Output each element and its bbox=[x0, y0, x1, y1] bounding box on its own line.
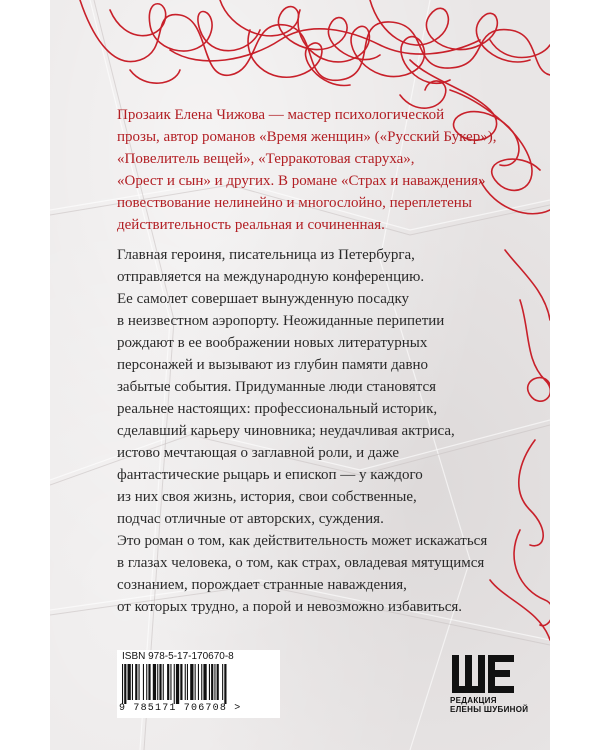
text-line: из них своя жизнь, история, свои собственные, bbox=[117, 489, 417, 505]
text-line: Главная героиня, писательница из Петербурга, bbox=[117, 247, 415, 263]
text-line: персонажей и вызывают из глубин памяти давно bbox=[117, 357, 429, 373]
text-line: сделавший карьеру чиновника; неудачливая актриса, bbox=[117, 423, 455, 439]
barcode-bars bbox=[122, 664, 274, 704]
publisher-line-1: РЕДАКЦИЯ bbox=[450, 696, 497, 705]
barcode-bar bbox=[146, 664, 147, 700]
text-line: реальнее настоящих: профессиональный историк, bbox=[117, 401, 438, 417]
barcode-bar bbox=[222, 664, 223, 700]
barcode-bar bbox=[128, 664, 131, 700]
barcode-bar bbox=[198, 664, 199, 700]
barcode-bar bbox=[157, 664, 158, 700]
text-line: действительность реальная и сочиненная. bbox=[117, 217, 385, 233]
text-line: сознанием, порождает странные наваждения, bbox=[117, 577, 407, 593]
text-line: «Орест и сын» и других. В романе «Страх и наваждения» bbox=[117, 173, 486, 189]
text-line: фантастические рыцарь и епископ — у каждого bbox=[117, 467, 423, 483]
book-back-cover bbox=[50, 0, 550, 750]
barcode-bar bbox=[174, 664, 175, 704]
barcode-bar bbox=[180, 664, 182, 700]
isbn-barcode bbox=[117, 650, 280, 718]
ue-logo-icon bbox=[450, 655, 516, 693]
publisher-name bbox=[450, 696, 528, 714]
closing-paragraph bbox=[117, 530, 537, 618]
barcode-bar bbox=[153, 664, 156, 700]
barcode-bar bbox=[167, 664, 169, 700]
barcode-bar bbox=[185, 664, 186, 700]
barcode-bar bbox=[209, 664, 210, 700]
barcode-bar bbox=[124, 664, 126, 704]
text-line: «Повелитель вещей», «Терракотовая старуха», bbox=[117, 151, 415, 167]
barcode-bar bbox=[176, 664, 179, 704]
text-line: забытые события. Придуманные люди становятся bbox=[117, 379, 437, 395]
barcode-bar bbox=[217, 664, 219, 700]
barcode-bar bbox=[170, 664, 171, 700]
barcode-bar bbox=[163, 664, 164, 700]
text-line: Прозаик Елена Чижова — мастер психологической bbox=[117, 107, 445, 123]
text-line: отправляется на международную конференцию. bbox=[117, 269, 425, 285]
text-line: подчас отличные от авторских, суждения. bbox=[117, 511, 384, 527]
barcode-bar bbox=[148, 664, 150, 700]
barcode-bar bbox=[190, 664, 193, 700]
barcode-bar bbox=[143, 664, 144, 700]
text-line: Это роман о том, как действительность может искажаться bbox=[117, 533, 488, 549]
text-line: истово мечтающая о заглавной роли, и даже bbox=[117, 445, 400, 461]
barcode-digits: 9 785171 706708 > bbox=[119, 703, 242, 714]
barcode-bar bbox=[224, 664, 226, 704]
text-line: прозы, автор романов «Время женщин» («Русский Букер»), bbox=[117, 129, 497, 145]
barcode-bar bbox=[203, 664, 206, 700]
text-line: повествование нелинейно и многослойно, переплетены bbox=[117, 195, 472, 211]
isbn-text: ISBN 978-5-17-170670-8 bbox=[122, 651, 234, 662]
text-line: от которых трудно, а порой и невозможно избавиться. bbox=[117, 599, 463, 615]
text-line: в неизвестном аэропорту. Неожиданные перипетии bbox=[117, 313, 445, 329]
barcode-bar bbox=[132, 664, 133, 700]
text-line: Ее самолет совершает вынужденную посадку bbox=[117, 291, 410, 307]
barcode-bar bbox=[195, 664, 196, 700]
barcode-bar bbox=[187, 664, 188, 700]
barcode-bar bbox=[122, 664, 123, 704]
barcode-bar bbox=[214, 664, 215, 700]
text-line: в глазах человека, о том, как страх, овладевая мятущимся bbox=[117, 555, 485, 571]
barcode-bar bbox=[139, 664, 140, 700]
barcode-bar bbox=[159, 664, 161, 700]
barcode-bar bbox=[135, 664, 137, 700]
text-line: рождают в ее воображении новых литературных bbox=[117, 335, 428, 351]
publisher-line-2: ЕЛЕНЫ ШУБИНОЙ bbox=[450, 705, 529, 714]
barcode-bar bbox=[211, 664, 213, 700]
plot-description-paragraph bbox=[117, 244, 537, 530]
barcode-bar bbox=[201, 664, 202, 700]
publisher-logo bbox=[450, 655, 530, 725]
author-intro-paragraph bbox=[117, 104, 537, 236]
